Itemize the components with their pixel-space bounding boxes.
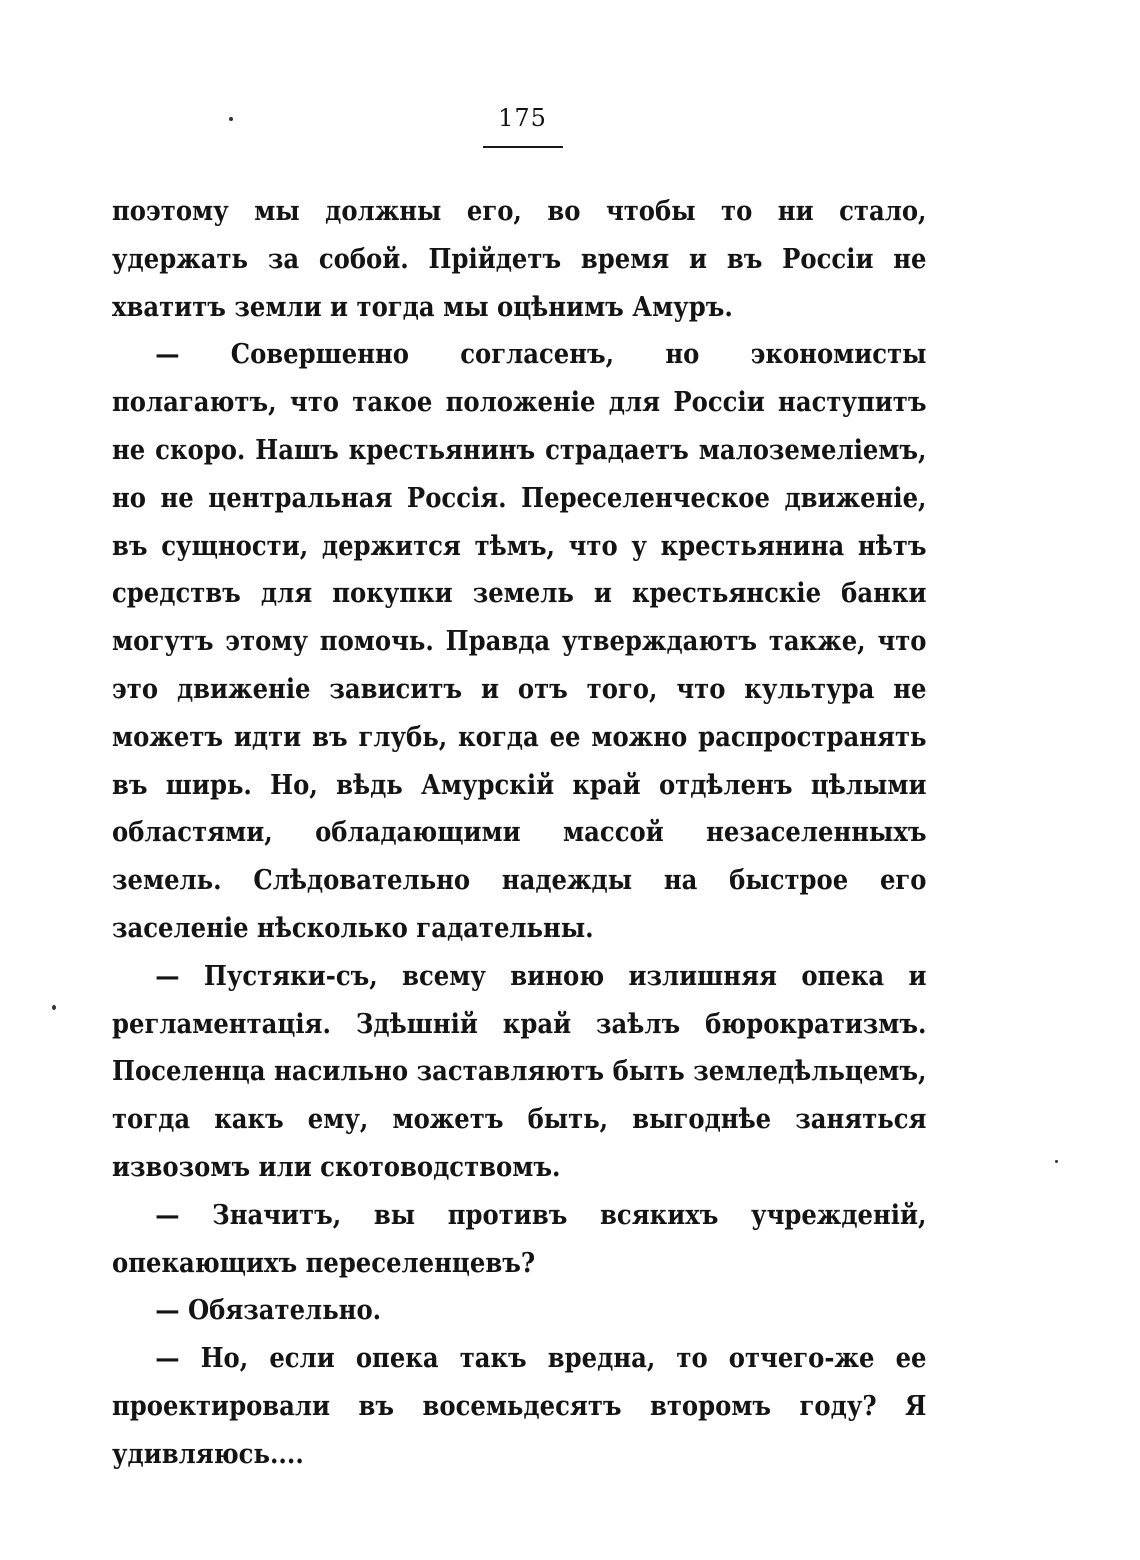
- paragraph: поэтому мы должны его, во чтобы то ни стало, удержать за собой. Прійдетъ время и въ Россіи не хватитъ земли и тогда мы оцѣнимъ Амуръ.: [112, 196, 927, 323]
- page-body-text: [112, 188, 927, 1479]
- paragraph: — Пустяки-съ, всему виною излишняя опека и регламентація. Здѣшній край заѣлъ бюрократизмъ. Поселенца насильно заставляютъ быть земледѣльцемъ, тогда какъ ему, можетъ быть, выгоднѣе заняться извозомъ или скотоводствомъ.: [112, 960, 927, 1183]
- page-number-rule: [483, 146, 563, 148]
- page-number: 175: [498, 104, 547, 132]
- paragraph: — Совершенно согласенъ, но экономисты полагаютъ, что такое положеніе для Россіи наступитъ не скоро. Нашъ крестьянинъ страдаетъ малоземеліемъ, но не центральная Россія. Переселенческое движеніе, въ сущности, держится тѣмъ, что у крестьянина нѣтъ средствъ для покупки земель и крестьянскіе банки могутъ этому помочь. Правда утверждаютъ также, что это движеніе зависитъ и отъ того, что культура не можетъ идти въ глубь, когда ее можно распространять въ ширь. Но, вѣдь Амурскій край отдѣленъ цѣлыми областями, обладающими массой незаселенныхъ земель. Слѣдовательно надежды на быстрое его заселеніе нѣсколько гадательны.: [112, 339, 927, 944]
- ink-speck: [1055, 1160, 1058, 1163]
- ink-speck: [52, 1005, 56, 1010]
- paragraph: — Обязательно.: [155, 1295, 382, 1327]
- paragraph: — Но, если опека такъ вредна, то отчего-же ее проектировали въ восемьдесятъ второмъ году? Я удивляюсь....: [112, 1343, 927, 1470]
- paragraph: — Значитъ, вы противъ всякихъ учрежденій, опекающихъ переселенцевъ?: [112, 1199, 927, 1279]
